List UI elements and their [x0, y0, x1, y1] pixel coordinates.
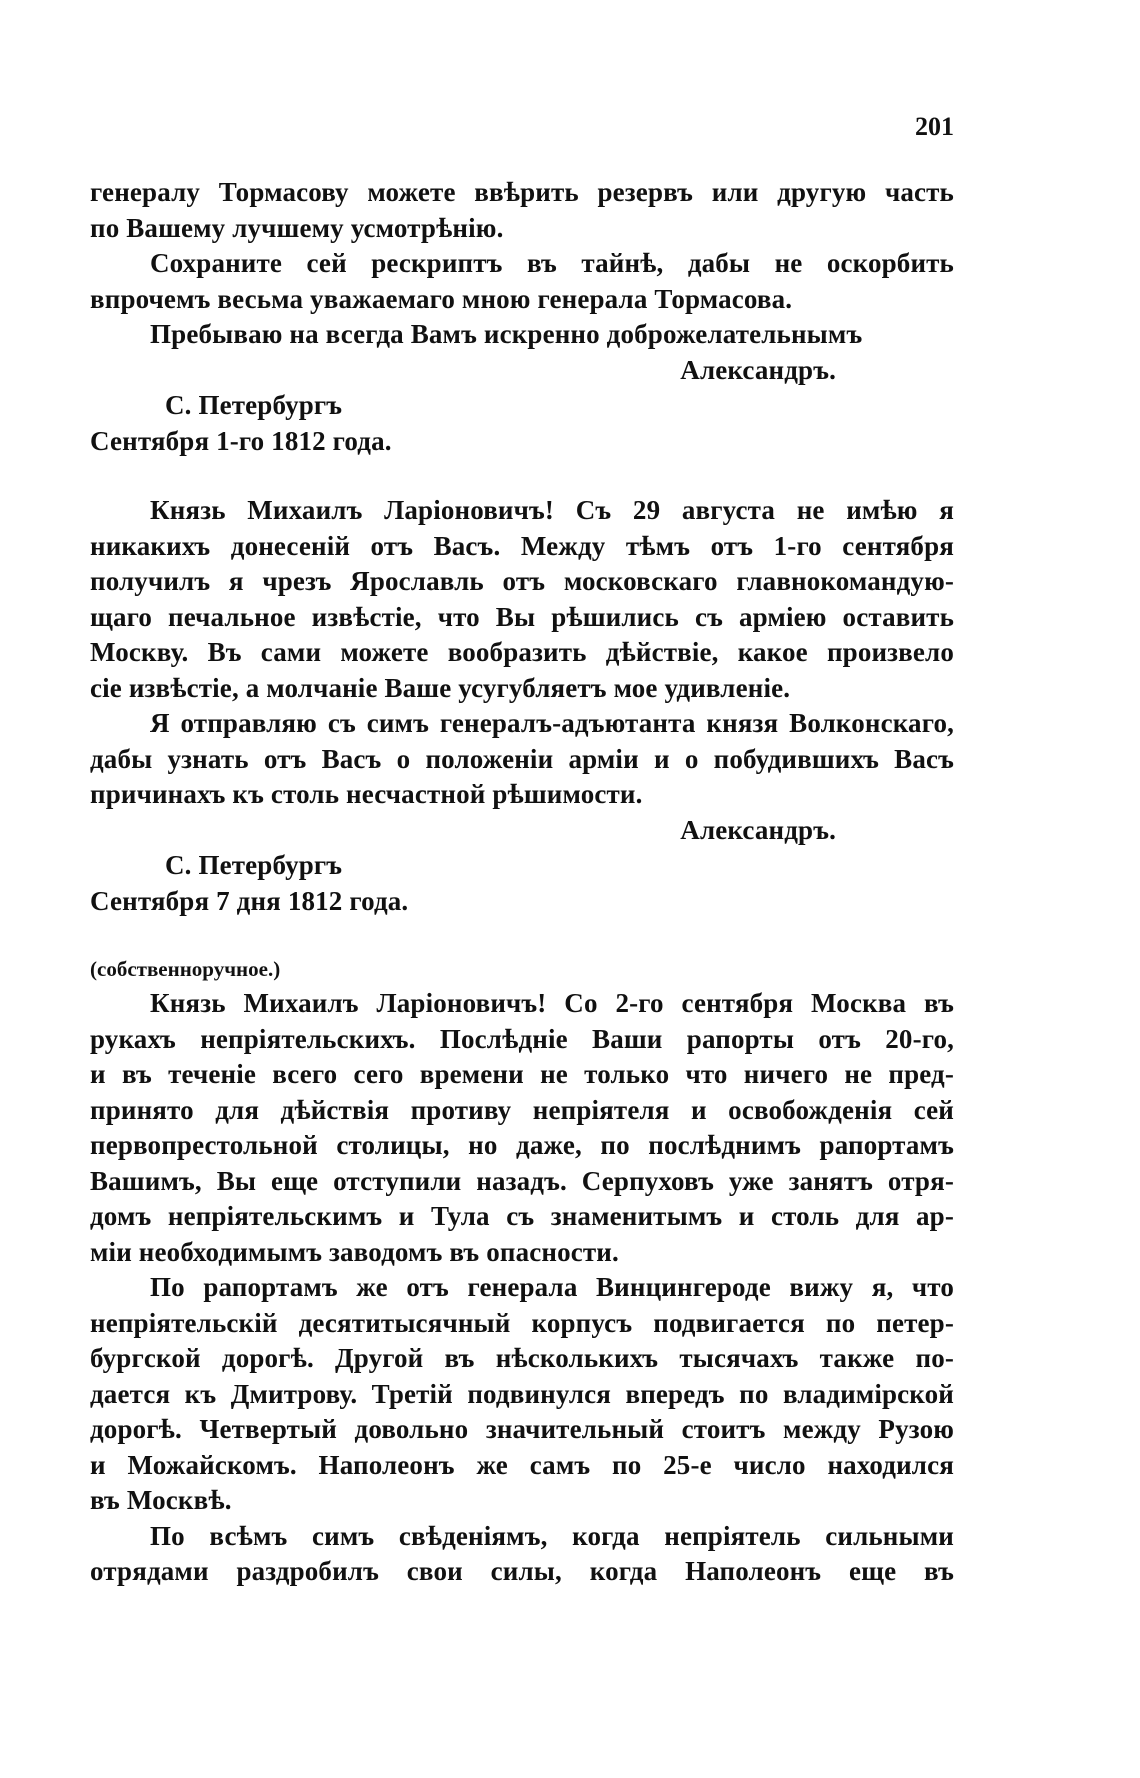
- text-line: по Вашему лучшему усмотрѣнію.: [90, 212, 504, 243]
- text-line: дается къ Дмитрову. Третій подвинулся впередъ по владимірской: [90, 1378, 954, 1409]
- text-line: принято для дѣйствія противу непріятеля и освобожденія сей: [90, 1094, 954, 1125]
- text-line: рукахъ непріятельскихъ. Послѣдніе Ваши рапорты отъ 20-го,: [90, 1023, 954, 1054]
- text-line: міи необходимымъ заводомъ въ опасности.: [90, 1236, 619, 1267]
- letter-place: С. Петербургъ: [165, 390, 343, 420]
- text-line: отрядами раздробилъ свои силы, когда Наполеонъ еще въ: [90, 1556, 954, 1586]
- letter-date: Сентября 1-го 1812 года.: [90, 425, 392, 456]
- text-line: никакихъ донесеній отъ Васъ. Между тѣмъ отъ 1-го сентября: [90, 530, 954, 561]
- text-line: и Можайскомъ. Наполеонъ же самъ по 25-е число находился: [90, 1449, 954, 1480]
- letter-place: С. Петербургъ: [165, 850, 343, 880]
- text-line: генералу Тормасову можете ввѣрить резервъ или другую часть: [90, 177, 954, 207]
- text-line: По всѣмъ симъ свѣденіямъ, когда непріятель сильными: [150, 1520, 954, 1551]
- text-line: По рапортамъ же отъ генерала Винцингероде вижу я, что: [150, 1272, 954, 1302]
- text-line: причинахъ къ столь несчастной рѣшимости.: [90, 779, 643, 809]
- text-line: домъ непріятельскимъ и Тула съ знаменитымъ и столь для ар-: [90, 1201, 954, 1231]
- text-line: въ Москвѣ.: [90, 1485, 232, 1515]
- signature: Александръ.: [680, 354, 836, 385]
- text-line: Князь Михаилъ Ларіоновичъ! Съ 29 августа не имѣю я: [150, 495, 954, 525]
- handwritten-note: (собственноручное.): [90, 957, 281, 981]
- text-line: Сохраните сей рескриптъ въ тайнѣ, дабы не оскорбить: [150, 248, 954, 278]
- text-line: Москву. Въ сами можете вообразить дѣйствіе, какое произвело: [90, 637, 954, 667]
- text-line: первопрестольной столицы, но даже, по послѣднимъ рапортамъ: [90, 1130, 954, 1160]
- text-line: Пребываю на всегда Вамъ искренно доброжелательнымъ: [150, 319, 863, 349]
- text-line: и въ теченіе всего сего времени не только что ничего не пред-: [90, 1059, 954, 1089]
- page-text: [90, 175, 954, 1590]
- text-line: Князь Михаилъ Ларіоновичъ! Со 2-го сентября Москва въ: [150, 988, 954, 1018]
- text-line: щаго печальное извѣстіе, что Вы рѣшились съ арміею оставить: [90, 601, 954, 632]
- page-number: 201: [915, 112, 954, 141]
- text-line: получилъ я чрезъ Ярославль отъ московскаго главнокомандую-: [90, 566, 954, 596]
- text-line: Я отправляю съ симъ генералъ-адъютанта князя Волконскаго,: [150, 708, 954, 738]
- signature: Александръ.: [680, 814, 836, 845]
- text-line: Вашимъ, Вы еще отступили назадъ. Серпуховъ уже занятъ отря-: [90, 1165, 954, 1196]
- text-line: сіе извѣстіе, а молчаніе Ваше усугубляетъ мое удивленіе.: [90, 672, 791, 703]
- text-line: бургской дорогѣ. Другой въ нѣсколькихъ тысячахъ также по-: [90, 1343, 954, 1373]
- text-line: впрочемъ весьма уважаемаго мною генерала Тормасова.: [90, 283, 793, 314]
- text-line: дабы узнать отъ Васъ о положеніи арміи и о побудившихъ Васъ: [90, 743, 954, 774]
- text-line: дорогѣ. Четвертый довольно значительный стоитъ между Рузою: [90, 1414, 954, 1444]
- letter-date: Сентября 7 дня 1812 года.: [90, 885, 409, 916]
- text-line: непріятельскій десятитысячный корпусъ подвигается по петер-: [90, 1307, 954, 1338]
